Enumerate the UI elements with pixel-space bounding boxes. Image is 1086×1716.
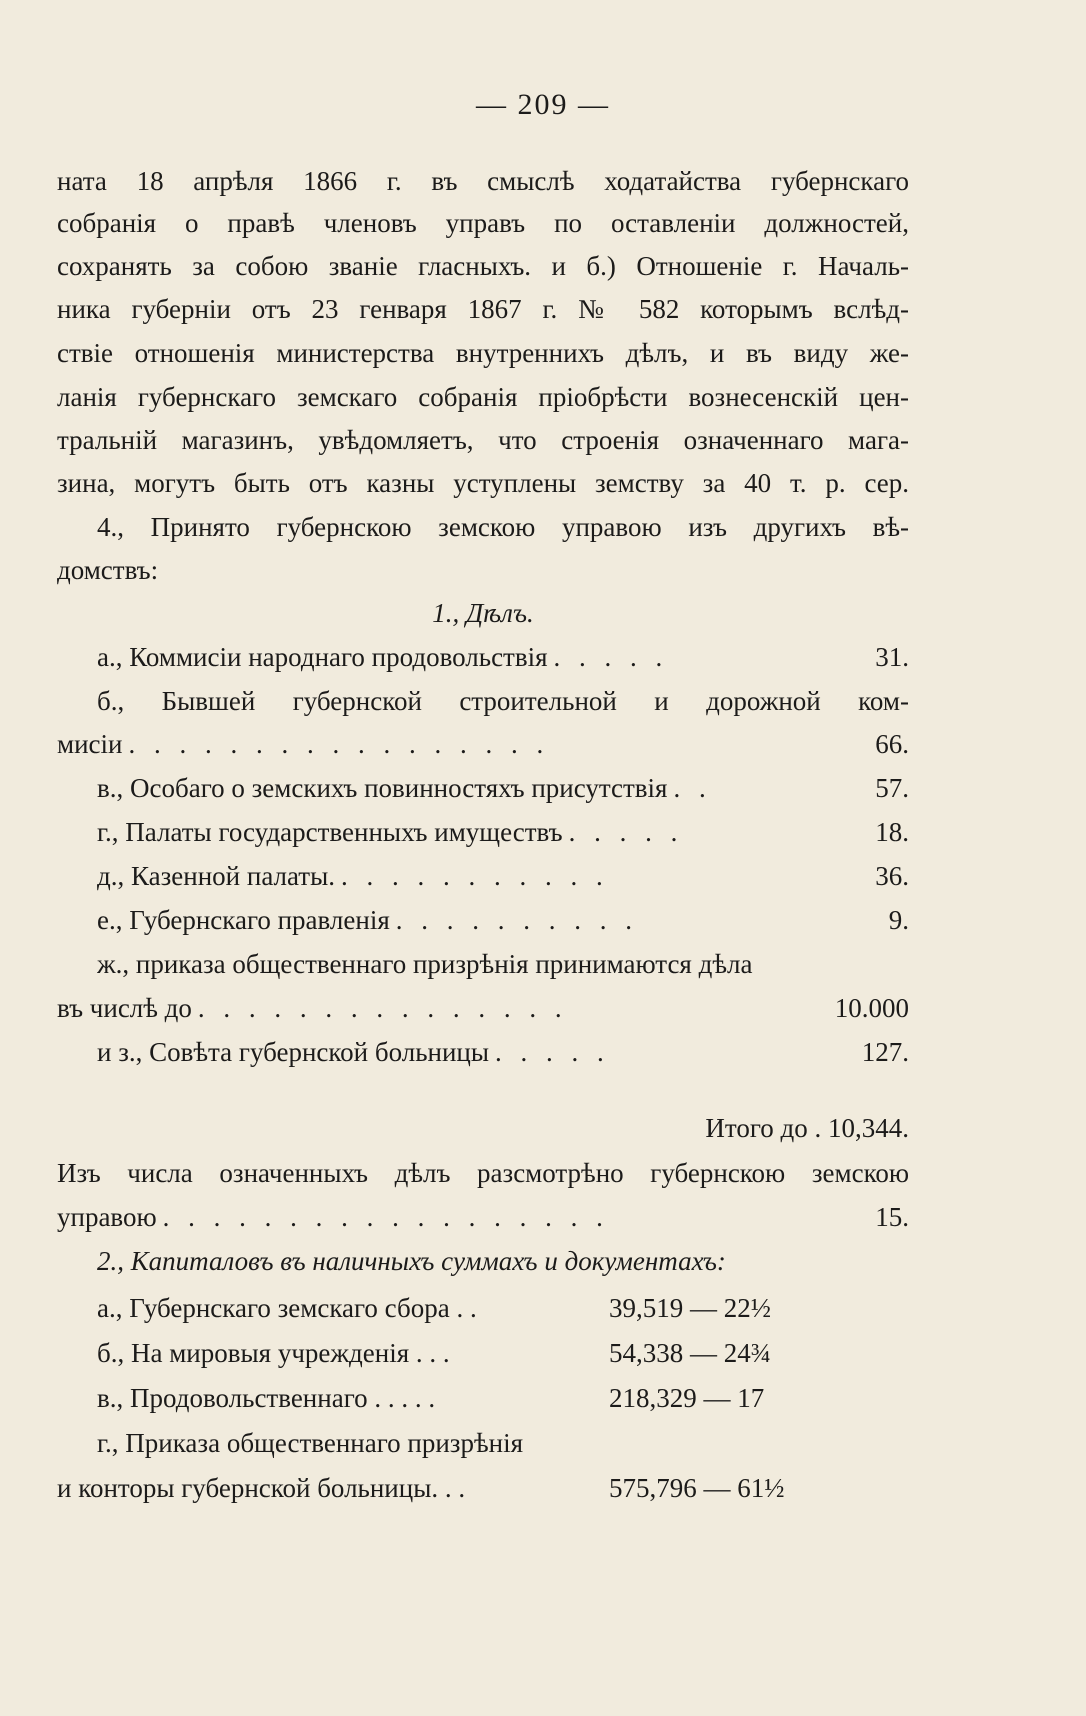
section-heading: 2., Капиталовъ въ наличныхъ суммахъ и документахъ: [97,1246,726,1276]
leader-dots: . . . . . . . . . . . . . . . . . . [162,1202,609,1232]
item4-line: домствъ: [57,555,159,585]
case-value: 57. [875,773,909,803]
leader-dots: . . [673,773,712,803]
paragraph-line: ланія губернскаго земскаго собранія пріобрѣсти вознесенскій цен- [57,382,909,412]
capital-amount: 39,519 — 22½ [609,1293,771,1323]
total-row [57,1108,909,1148]
case-row: б., Бывшей губернской строительной и дорожной ком- [97,686,909,716]
capital-row [97,1378,909,1418]
paragraph-line: собранія о правѣ членовъ управъ по оставленіи должностей, [57,208,909,238]
case-value: 31. [875,642,909,672]
paragraph-line: зина, могутъ быть отъ казны уступлены земству за 40 т. р. сер. [57,468,909,498]
leader-dots: . . . . . [568,817,684,847]
capital-label: в., Продовольственнаго . . . . . [97,1383,436,1413]
leader-dots: . . . . . . . . . . . . . . . . . [128,729,550,759]
leader-dots: . . . . . . . . . . . [341,861,609,891]
case-value: 10.000 [834,993,909,1023]
paragraph-line: ната 18 апрѣля 1866 г. въ смыслѣ ходатайства губернскаго [57,166,909,196]
paragraph-line: сохранять за собою званіе гласныхъ. и б.) Отношеніе г. Началь- [57,251,909,281]
case-label: г., Палаты государственныхъ имуществъ [97,817,563,847]
capital-row [97,1288,909,1328]
paragraph-line: ника губерніи отъ 23 генваря 1867 г. № 582 которымъ вслѣд- [57,294,909,324]
case-row [57,724,909,764]
case-label: а., Коммисіи народнаго продовольствія [97,642,548,672]
case-value: 9. [888,905,909,935]
reviewed-row [57,1197,909,1237]
leader-dots: . . . . . [553,642,669,672]
case-row: ж., приказа общественнаго призрѣнія принимаются дѣла [97,949,753,979]
capital-label: а., Губернскаго земскаго сбора . . [97,1293,477,1323]
case-row [97,900,909,940]
case-row [97,812,909,852]
total-value: 10,344. [828,1113,909,1143]
capital-label: б., На мировыя учрежденія . . . [97,1338,450,1368]
case-label: мисіи [57,729,123,759]
capital-amount: 575,796 — 61½ [609,1473,785,1503]
leader-dots: . . . . . . . . . . [395,905,639,935]
total-label: Итого до . [705,1113,822,1143]
case-label: в., Особаго о земскихъ повинностяхъ присутствія [97,773,668,803]
case-label: въ числѣ до [57,993,192,1023]
reviewed-line: Изъ числа означенныхъ дѣлъ разсмотрѣно губернскою земскою [57,1158,909,1188]
case-row [97,856,909,896]
reviewed-value: 15. [875,1202,909,1232]
case-label: и з., Совѣта губернской больницы [97,1037,490,1067]
case-label: е., Губернскаго правленія [97,905,390,935]
paragraph-line: ствіе отношенія министерства внутреннихъ дѣлъ, и въ виду же- [57,338,909,368]
case-label: д., Казенной палаты. [97,861,335,891]
item4-line: 4., Принято губернскою земскою управою изъ другихъ вѣ- [97,512,909,542]
leader-dots: . . . . . . . . . . . . . . . [197,993,568,1023]
case-row [57,988,909,1028]
reviewed-label: управою [57,1202,157,1232]
page-number: — 209 — [476,88,610,121]
case-value: 127. [861,1037,909,1067]
paragraph-line: тральній магазинъ, увѣдомляетъ, что строенія означеннаго мага- [57,425,909,455]
leader-dots: . . . . . [495,1037,610,1067]
case-row [57,1032,909,1072]
case-value: 66. [875,729,909,759]
capital-amount: 218,329 — 17 [609,1383,765,1413]
capital-row: г., Приказа общественнаго призрѣнія [97,1428,523,1458]
case-value: 18. [875,817,909,847]
capital-row [97,1333,909,1373]
case-value: 36. [875,861,909,891]
case-row [97,637,909,677]
section-heading: 1., Дѣлъ. [432,598,534,628]
capital-amount: 54,338 — 24¾ [609,1338,771,1368]
capital-label: и конторы губернской больницы. . . [57,1473,466,1503]
capital-row [57,1468,909,1508]
case-row [97,768,909,808]
